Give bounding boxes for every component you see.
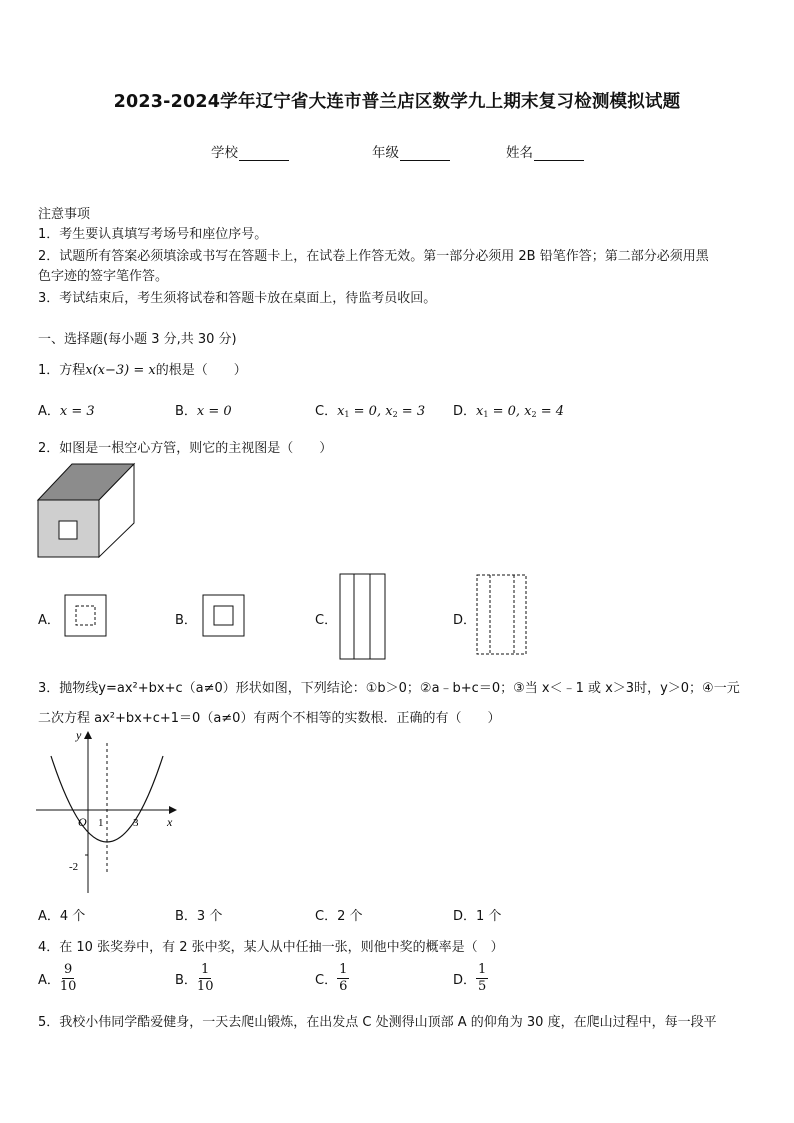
option-letter: B． [175,973,197,988]
option-letter: A． [38,973,60,988]
denominator: 10 [59,979,77,994]
q3-option-c[interactable]: C．2 个 [315,909,363,924]
denominator: 10 [196,979,214,994]
q3-option-b[interactable]: B．3 个 [175,909,223,924]
q2-option-d-label: D． [453,613,477,628]
section-heading: 一、选择题(每小题 3 分,共 30 分) [38,332,237,347]
q1-option-b[interactable] [175,400,232,419]
q4-option-c[interactable] [315,962,349,995]
q3-stem-line-2: 二次方程 ax²+bx+c+1＝0（a≠0）有两个不相等的实数根．正确的有（ ） [38,711,501,726]
origin-label: O [78,815,87,829]
denominator: 6 [339,979,348,994]
q4-option-a[interactable] [38,962,76,995]
var: x [385,404,393,419]
numerator: 1 [478,962,487,977]
q2-option-c-figure[interactable] [339,573,387,661]
numerator: 1 [339,962,348,977]
denominator: 5 [478,979,487,994]
y-axis-label: y [76,728,82,742]
grade-label: 年级 [372,145,399,161]
option-letter: A． [38,404,60,419]
q4-option-b[interactable] [175,962,213,995]
option-letter: B． [175,404,197,419]
subscript: 2 [392,410,398,419]
q2-option-a-figure[interactable] [64,594,108,638]
q2-stem: 2．如图是一根空心方管，则它的主视图是（ ） [38,441,333,456]
option-value: x = 0 [196,404,232,419]
var: x [337,404,345,419]
var: x [476,404,484,419]
option-letter: C． [315,973,338,988]
fraction [60,962,77,995]
tick-label-neg2: -2 [69,861,79,873]
q5-stem: 5．我校小伟同学酷爱健身，一天去爬山锻炼，在出发点 C 处测得山顶部 A 的仰角为 30 度，在爬山过程中，每一段平 [38,1015,717,1030]
value: = 0, [349,404,386,419]
x-axis-label: x [167,815,173,829]
q4-option-d[interactable] [453,962,488,995]
fraction [337,962,349,995]
school-blank [239,146,289,161]
grade-blank [400,146,450,161]
q2-option-d-figure[interactable] [476,574,528,656]
q2-option-b-label: B． [175,613,197,628]
q1-option-c[interactable] [315,400,425,419]
q1-equation: x(x−3) = x [85,363,156,378]
name-label: 姓名 [506,145,533,161]
notice-item-2: 2．试题所有答案必须填涂或书写在答题卡上，在试卷上作答无效。第一部分必须用 2B 铅笔作答；第二部分必须用黑 [38,249,709,264]
numerator: 1 [201,962,210,977]
q1-stem [38,359,247,378]
q1-prefix: 1．方程 [38,363,86,378]
q4-stem: 4．在 10 张奖券中，有 2 张中奖，某人从中任抽一张，则他中奖的概率是（ ） [38,940,504,955]
q1-suffix: 的根是（ ） [155,363,247,378]
option-letter: D． [453,973,477,988]
exam-title: 2023-2024学年辽宁省大连市普兰店区数学九上期末复习检测模拟试题 [113,92,681,112]
name-field [506,141,584,161]
tick-label-3: 3 [133,817,139,829]
subscript: 1 [344,410,350,419]
q1-option-d[interactable] [453,400,564,419]
q3-option-a[interactable]: A．4 个 [38,909,86,924]
q2-option-b-figure[interactable] [202,594,246,638]
school-field [211,141,289,161]
tick-label-1: 1 [98,817,104,829]
q3-stem-line-1: 3．抛物线y=ax²+bx+c（a≠0）形状如图，下列结论：①b＞0；②a﹣b+c＝0；③当 x＜﹣1 或 x＞3时，y＞0；④一元 [38,681,740,696]
q1-option-a[interactable] [38,400,95,419]
parabola-graph [36,728,184,896]
notice-item-1: 1．考生要认真填写考场号和座位序号。 [38,227,268,242]
value: = 3 [397,404,426,419]
value: = 0, [488,404,525,419]
fraction [476,962,488,995]
subscript: 2 [531,410,537,419]
notice-item-2-cont: 色字迹的签字笔作答。 [38,269,169,284]
q2-option-a-label: A． [38,613,60,628]
notice-item-3: 3．考试结束后，考生须将试卷和答题卡放在桌面上，待监考员收回。 [38,291,437,306]
grade-field [372,141,450,161]
school-label: 学校 [211,145,238,161]
option-value: x = 3 [59,404,95,419]
name-blank [534,146,584,161]
notice-heading: 注意事项 [38,207,91,222]
q2-option-c-label: C． [315,613,338,628]
fraction [197,962,214,995]
value: = 4 [536,404,565,419]
var: x [524,404,532,419]
option-letter: D． [453,404,477,419]
q3-option-d[interactable]: D．1 个 [453,909,502,924]
hollow-tube-figure [37,463,137,559]
numerator: 9 [64,962,73,977]
subscript: 1 [483,410,489,419]
option-letter: C． [315,404,338,419]
